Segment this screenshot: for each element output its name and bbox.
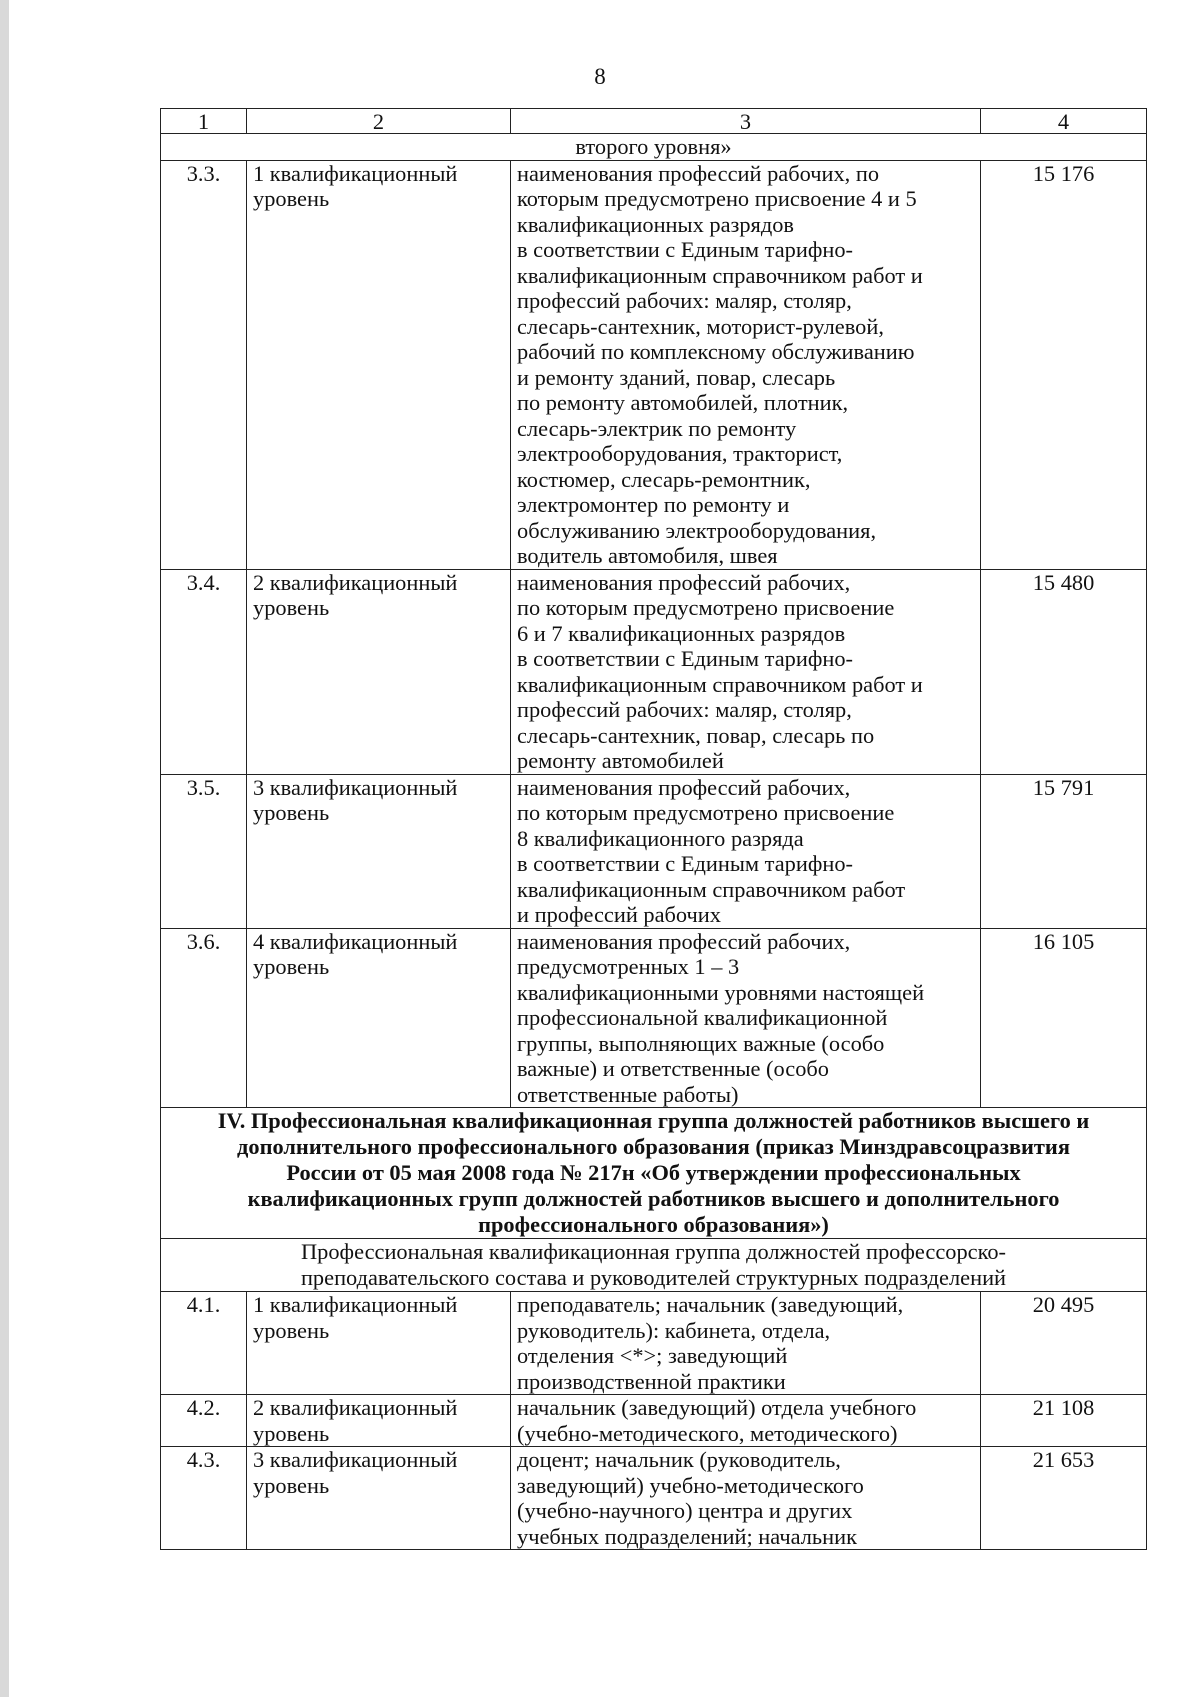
row-number: 3.6. xyxy=(161,928,247,1108)
salary-value: 16 105 xyxy=(981,928,1147,1108)
table-row xyxy=(161,569,1147,774)
qualification-level: 1 квалификационный уровень xyxy=(247,1292,511,1395)
professions-description: наименования профессий рабочих, по которым предусмотрено присвоение 8 квалификационного разряда в соответствии с Единым тарифно- квалификационным справочником работ и профессий рабочих xyxy=(511,774,981,928)
professions-description: наименования профессий рабочих, предусмотренных 1 – 3 квалификационными уровнями настоящей профессиональной квалификационной группы, выполняющих важные (особо важные) и ответственные (особо ответственные работы) xyxy=(511,928,981,1108)
row-number: 3.3. xyxy=(161,160,247,569)
salary-value: 21 653 xyxy=(981,1447,1147,1550)
qualification-level: 1 квалификационный уровень xyxy=(247,160,511,569)
qualification-level: 2 квалификационный уровень xyxy=(247,569,511,774)
table-row xyxy=(161,928,1147,1108)
row-number: 4.2. xyxy=(161,1395,247,1447)
column-header-3: 3 xyxy=(511,109,981,134)
subgroup-row xyxy=(161,1239,1147,1292)
table-row xyxy=(161,1447,1147,1550)
professions-description: доцент; начальник (руководитель, заведующий) учебно-методического (учебно-научного) центра и других учебных подразделений; начальник xyxy=(511,1447,981,1550)
continuation-row xyxy=(161,134,1147,161)
continuation-text: второго уровня» xyxy=(161,134,1147,161)
table-row xyxy=(161,1292,1147,1395)
section-heading-row xyxy=(161,1108,1147,1239)
scan-edge xyxy=(0,0,9,1697)
salary-table xyxy=(160,108,1147,1550)
professions-description: начальник (заведующий) отдела учебного (учебно-методического, методического) xyxy=(511,1395,981,1447)
professions-description: наименования профессий рабочих, по которым предусмотрено присвоение 6 и 7 квалификационных разрядов в соответствии с Единым тарифно- квалификационным справочником работ и профессий рабочих: маляр, столяр, слесарь-сантехник, повар, слесарь по ремонту автомобилей xyxy=(511,569,981,774)
qualification-level: 3 квалификационный уровень xyxy=(247,774,511,928)
salary-value: 21 108 xyxy=(981,1395,1147,1447)
row-number: 3.4. xyxy=(161,569,247,774)
row-number: 4.3. xyxy=(161,1447,247,1550)
salary-value: 15 791 xyxy=(981,774,1147,928)
qualification-level: 3 квалификационный уровень xyxy=(247,1447,511,1550)
column-header-1: 1 xyxy=(161,109,247,134)
qualification-level: 2 квалификационный уровень xyxy=(247,1395,511,1447)
table-row xyxy=(161,1395,1147,1447)
column-header-4: 4 xyxy=(981,109,1147,134)
table-row xyxy=(161,160,1147,569)
subgroup-title: Профессиональная квалификационная группа должностей профессорско- преподавательского состава и руководителей структурных подразделений xyxy=(161,1239,1147,1292)
qualification-level: 4 квалификационный уровень xyxy=(247,928,511,1108)
table-header-row xyxy=(161,109,1147,134)
salary-value: 15 176 xyxy=(981,160,1147,569)
table-row xyxy=(161,774,1147,928)
professions-description: наименования профессий рабочих, по которым предусмотрено присвоение 4 и 5 квалификационных разрядов в соответствии с Единым тарифно- квалификационным справочником работ и профессий рабочих: маляр, столяр, слесарь-сантехник, моторист-рулевой, рабочий по комплексному обслуживанию и ремонту зданий, повар, слесарь по ремонту автомобилей, плотник, слесарь-электрик по ремонту электрооборудования, тракторист, костюмер, слесарь-ремонтник, электромонтер по ремонту и обслуживанию электрооборудования, водитель автомобиля, швея xyxy=(511,160,981,569)
column-header-2: 2 xyxy=(247,109,511,134)
salary-value: 20 495 xyxy=(981,1292,1147,1395)
row-number: 3.5. xyxy=(161,774,247,928)
page-number: 8 xyxy=(594,64,606,89)
professions-description: преподаватель; начальник (заведующий, руководитель): кабинета, отдела, отделения <*>; заведующий производственной практики xyxy=(511,1292,981,1395)
row-number: 4.1. xyxy=(161,1292,247,1395)
salary-value: 15 480 xyxy=(981,569,1147,774)
section-iv-heading: IV. Профессиональная квалификационная группа должностей работников высшего и дополнительного профессионального образования (приказ Минздравсоцразвития России от 05 мая 2008 года № 217н «Об утверждении профессиональных квалификационных групп должностей работников высшего и дополнительного профессионального образования») xyxy=(161,1108,1147,1239)
